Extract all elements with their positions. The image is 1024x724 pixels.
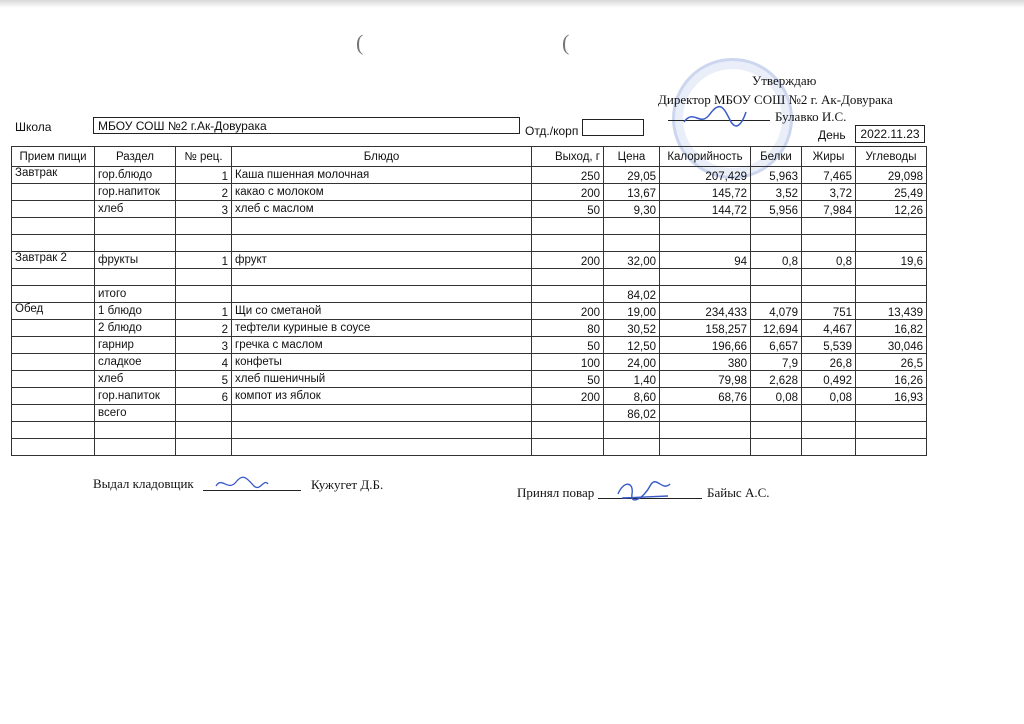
day-label: День (818, 128, 846, 142)
fat-cell: 26,8 (802, 354, 856, 371)
protein-cell: 6,657 (751, 337, 802, 354)
recipe-number-cell: 1 (176, 252, 232, 269)
storekeeper-signature (212, 474, 272, 494)
protein-cell (751, 422, 802, 439)
carbs-cell: 30,046 (856, 337, 927, 354)
dish-cell (232, 235, 532, 252)
carbs-cell: 26,5 (856, 354, 927, 371)
price-cell: 30,52 (604, 320, 660, 337)
column-header: Жиры (802, 147, 856, 167)
yield-cell (532, 235, 604, 252)
section-cell: гор.напиток (95, 184, 176, 201)
carbs-cell (856, 235, 927, 252)
meal-cell (12, 201, 95, 218)
dish-cell: Каша пшенная молочная (232, 167, 532, 184)
fat-cell: 7,984 (802, 201, 856, 218)
recipe-number-cell: 2 (176, 184, 232, 201)
calories-cell (660, 218, 751, 235)
recipe-number-cell: 2 (176, 320, 232, 337)
column-header: Прием пищи (12, 147, 95, 167)
director-name: Булавко И.С. (775, 109, 847, 124)
protein-cell (751, 218, 802, 235)
carbs-cell (856, 218, 927, 235)
table-row (12, 252, 927, 269)
recipe-number-cell: 1 (176, 303, 232, 320)
protein-cell: 12,694 (751, 320, 802, 337)
table-row (12, 320, 927, 337)
fat-cell (802, 286, 856, 303)
section-cell: фрукты (95, 252, 176, 269)
director-line: Директор МБОУ СОШ №2 г. Ак-Довурака (658, 92, 893, 107)
section-cell (95, 235, 176, 252)
column-header: Калорийность (660, 147, 751, 167)
carbs-cell (856, 286, 927, 303)
meal-cell (12, 320, 95, 337)
table-row (12, 269, 927, 286)
meal-cell: Обед (12, 303, 95, 320)
punch-hole-mark: ( (356, 30, 364, 55)
column-header: Углеводы (856, 147, 927, 167)
meal-cell (12, 405, 95, 422)
carbs-cell: 16,26 (856, 371, 927, 388)
dish-cell: Щи со сметаной (232, 303, 532, 320)
table-row (12, 405, 927, 422)
table-row (12, 184, 927, 201)
table-header-row (12, 147, 927, 167)
section-cell: гор.напиток (95, 388, 176, 405)
approve-label: Утверждаю (752, 73, 817, 88)
meal-cell: Завтрак (12, 167, 95, 184)
scan-edge (0, 0, 1024, 8)
yield-cell: 250 (532, 167, 604, 184)
carbs-cell: 16,93 (856, 388, 927, 405)
carbs-cell (856, 269, 927, 286)
fat-cell: 0,08 (802, 388, 856, 405)
protein-cell: 4,079 (751, 303, 802, 320)
carbs-cell (856, 422, 927, 439)
section-cell: всего (95, 405, 176, 422)
price-cell: 86,02 (604, 405, 660, 422)
recipe-number-cell: 6 (176, 388, 232, 405)
yield-cell: 200 (532, 388, 604, 405)
meal-cell (12, 354, 95, 371)
recipe-number-cell (176, 218, 232, 235)
dish-cell: какао с молоком (232, 184, 532, 201)
recipe-number-cell: 5 (176, 371, 232, 388)
recipe-number-cell: 3 (176, 337, 232, 354)
price-cell: 12,50 (604, 337, 660, 354)
protein-cell: 7,9 (751, 354, 802, 371)
price-cell: 32,00 (604, 252, 660, 269)
punch-hole-mark: ( (562, 30, 570, 55)
section-cell: гор.блюдо (95, 167, 176, 184)
fat-cell (802, 235, 856, 252)
dish-cell (232, 422, 532, 439)
issued-name: Кужугет Д.Б. (311, 477, 384, 492)
issued-label: Выдал кладовщик (93, 476, 194, 491)
meal-cell (12, 235, 95, 252)
section-cell: итого (95, 286, 176, 303)
meal-cell (12, 388, 95, 405)
protein-cell (751, 405, 802, 422)
price-cell: 29,05 (604, 167, 660, 184)
director-signature (680, 104, 750, 130)
calories-cell (660, 235, 751, 252)
yield-cell (532, 218, 604, 235)
price-cell: 13,67 (604, 184, 660, 201)
section-cell: хлеб (95, 371, 176, 388)
table-row (12, 439, 927, 456)
calories-cell: 196,66 (660, 337, 751, 354)
calories-cell (660, 439, 751, 456)
yield-cell: 100 (532, 354, 604, 371)
calories-cell (660, 405, 751, 422)
dish-cell: хлеб с маслом (232, 201, 532, 218)
fat-cell (802, 218, 856, 235)
yield-cell: 200 (532, 184, 604, 201)
table-row (12, 354, 927, 371)
yield-cell: 200 (532, 303, 604, 320)
price-cell (604, 422, 660, 439)
carbs-cell: 12,26 (856, 201, 927, 218)
section-cell (95, 269, 176, 286)
table-row (12, 201, 927, 218)
received-name: Байыс А.С. (707, 485, 770, 500)
meal-cell (12, 218, 95, 235)
calories-cell: 68,76 (660, 388, 751, 405)
carbs-cell: 16,82 (856, 320, 927, 337)
recipe-number-cell (176, 286, 232, 303)
fat-cell: 751 (802, 303, 856, 320)
calories-cell: 145,72 (660, 184, 751, 201)
column-header: № рец. (176, 147, 232, 167)
protein-cell (751, 439, 802, 456)
recipe-number-cell: 4 (176, 354, 232, 371)
calories-cell (660, 422, 751, 439)
table-row (12, 388, 927, 405)
yield-cell: 50 (532, 201, 604, 218)
protein-cell: 5,956 (751, 201, 802, 218)
price-cell: 84,02 (604, 286, 660, 303)
recipe-number-cell (176, 269, 232, 286)
yield-cell (532, 439, 604, 456)
dish-cell (232, 286, 532, 303)
column-header: Выход, г (532, 147, 604, 167)
meal-cell (12, 439, 95, 456)
protein-cell: 5,963 (751, 167, 802, 184)
table-row (12, 218, 927, 235)
price-cell (604, 439, 660, 456)
meal-cell (12, 184, 95, 201)
carbs-cell (856, 439, 927, 456)
dish-cell: компот из яблок (232, 388, 532, 405)
recipe-number-cell (176, 439, 232, 456)
fat-cell (802, 439, 856, 456)
section-cell: сладкое (95, 354, 176, 371)
calories-cell: 158,257 (660, 320, 751, 337)
protein-cell: 0,08 (751, 388, 802, 405)
dish-cell (232, 218, 532, 235)
column-header: Цена (604, 147, 660, 167)
dept-value (582, 119, 644, 136)
column-header: Белки (751, 147, 802, 167)
cook-signature (612, 478, 678, 502)
dish-cell (232, 439, 532, 456)
recipe-number-cell (176, 235, 232, 252)
calories-cell: 144,72 (660, 201, 751, 218)
meal-cell (12, 371, 95, 388)
section-cell: гарнир (95, 337, 176, 354)
section-cell: хлеб (95, 201, 176, 218)
meal-cell: Завтрак 2 (12, 252, 95, 269)
price-cell (604, 235, 660, 252)
protein-cell (751, 235, 802, 252)
price-cell: 24,00 (604, 354, 660, 371)
fat-cell (802, 269, 856, 286)
yield-cell (532, 269, 604, 286)
protein-cell (751, 269, 802, 286)
dish-cell: тефтели куриные в соусе (232, 320, 532, 337)
meal-cell (12, 286, 95, 303)
carbs-cell: 19,6 (856, 252, 927, 269)
price-cell: 9,30 (604, 201, 660, 218)
protein-cell: 2,628 (751, 371, 802, 388)
section-cell: 2 блюдо (95, 320, 176, 337)
table-row (12, 286, 927, 303)
section-cell (95, 218, 176, 235)
table-row (12, 422, 927, 439)
carbs-cell: 25,49 (856, 184, 927, 201)
price-cell: 8,60 (604, 388, 660, 405)
yield-cell: 200 (532, 252, 604, 269)
meal-cell (12, 269, 95, 286)
table-row (12, 337, 927, 354)
recipe-number-cell (176, 422, 232, 439)
price-cell (604, 218, 660, 235)
yield-cell: 80 (532, 320, 604, 337)
dish-cell: конфеты (232, 354, 532, 371)
section-cell (95, 422, 176, 439)
fat-cell (802, 422, 856, 439)
dept-label: Отд./корп (525, 124, 579, 138)
dish-cell: хлеб пшеничный (232, 371, 532, 388)
carbs-cell (856, 405, 927, 422)
calories-cell: 207,429 (660, 167, 751, 184)
recipe-number-cell (176, 405, 232, 422)
received-label: Принял повар (517, 485, 595, 500)
price-cell: 1,40 (604, 371, 660, 388)
yield-cell (532, 422, 604, 439)
yield-cell: 50 (532, 337, 604, 354)
meal-cell (12, 337, 95, 354)
fat-cell: 3,72 (802, 184, 856, 201)
fat-cell: 4,467 (802, 320, 856, 337)
calories-cell: 94 (660, 252, 751, 269)
fat-cell (802, 405, 856, 422)
dish-cell: фрукт (232, 252, 532, 269)
table-row (12, 303, 927, 320)
school-name: МБОУ СОШ №2 г.Ак-Довурака (93, 117, 520, 134)
column-header: Раздел (95, 147, 176, 167)
protein-cell: 0,8 (751, 252, 802, 269)
column-header: Блюдо (232, 147, 532, 167)
calories-cell (660, 286, 751, 303)
fat-cell: 0,8 (802, 252, 856, 269)
recipe-number-cell: 3 (176, 201, 232, 218)
dish-cell (232, 405, 532, 422)
table-row (12, 235, 927, 252)
date-value: 2022.11.23 (855, 125, 925, 143)
calories-cell: 234,433 (660, 303, 751, 320)
calories-cell: 380 (660, 354, 751, 371)
calories-cell (660, 269, 751, 286)
dish-cell (232, 269, 532, 286)
carbs-cell: 13,439 (856, 303, 927, 320)
calories-cell: 79,98 (660, 371, 751, 388)
recipe-number-cell: 1 (176, 167, 232, 184)
price-cell (604, 269, 660, 286)
menu-table (11, 146, 927, 456)
fat-cell: 7,465 (802, 167, 856, 184)
protein-cell: 3,52 (751, 184, 802, 201)
yield-cell (532, 286, 604, 303)
section-cell: 1 блюдо (95, 303, 176, 320)
fat-cell: 5,539 (802, 337, 856, 354)
table-row (12, 371, 927, 388)
carbs-cell: 29,098 (856, 167, 927, 184)
school-label: Школа (15, 120, 52, 134)
section-cell (95, 439, 176, 456)
price-cell: 19,00 (604, 303, 660, 320)
yield-cell (532, 405, 604, 422)
protein-cell (751, 286, 802, 303)
yield-cell: 50 (532, 371, 604, 388)
meal-cell (12, 422, 95, 439)
fat-cell: 0,492 (802, 371, 856, 388)
table-row (12, 167, 927, 184)
dish-cell: гречка с маслом (232, 337, 532, 354)
